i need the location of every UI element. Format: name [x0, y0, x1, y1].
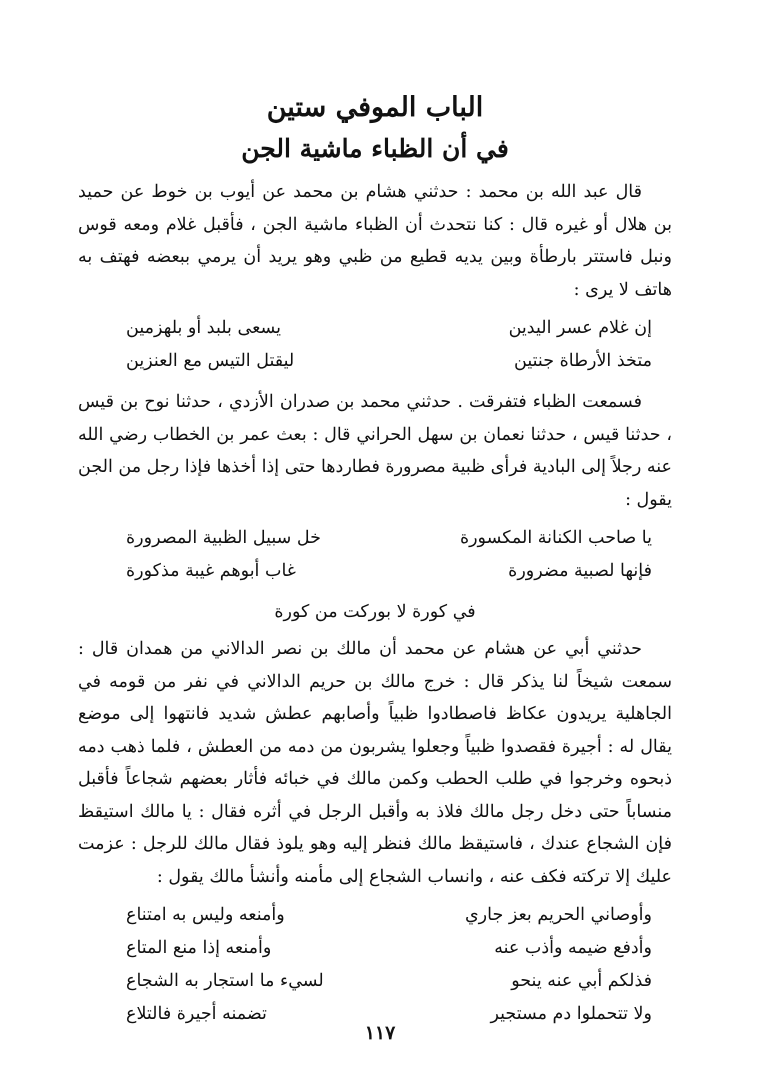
poem-1 — [78, 312, 672, 378]
hemistich-second: تضمنه أجيرة فالتلاع — [126, 1004, 267, 1024]
verse — [78, 345, 672, 378]
page-number: ١١٧ — [364, 1022, 396, 1044]
hemistich-first: فذلكم أبي عنه ينحو — [511, 971, 652, 991]
poem-2-final-line: في كورة لا بوركت من كورة — [274, 602, 476, 622]
chapter-subtitle: في أن الظباء ماشية الجن — [241, 134, 509, 163]
hemistich-second: يسعى بلبد أو بلهزمين — [126, 318, 282, 338]
hemistich-second: خل سبيل الظبية المصرورة — [126, 528, 321, 548]
verse — [78, 932, 672, 965]
hemistich-first: إن غلام عسر اليدين — [508, 318, 652, 338]
verse — [78, 312, 672, 345]
hemistich-second: لسيء ما استجار به الشجاع — [126, 971, 324, 991]
hemistich-first: فإنها لصبية مضرورة — [508, 561, 652, 581]
verse — [78, 522, 672, 555]
paragraph-2: فسمعت الظباء فتفرقت . حدثني محمد بن صدران الأزدي ، حدثنا نوح بن قيس ، حدثنا قيس ، حدثنا نعمان بن سهل الحراني قال : بعث عمر بن الخطاب رضي الله عنه رجلاً إلى البادية فرأى ظبية مصرورة فطاردها حتى إذا أخذها فإذا رجل من الجن يقول : — [78, 392, 672, 510]
poem-2 — [78, 522, 672, 588]
poem-3 — [78, 899, 672, 1031]
hemistich-first: متخذ الأرطاة جنتين — [514, 351, 652, 371]
paragraph-1: قال عبد الله بن محمد : حدثني هشام بن محمد عن أيوب بن خوط عن حميد بن هلال أو غيره قال : كنا نتحدث أن الظباء ماشية الجن ، فأقبل غلام ومعه قوس ونبل فاستتر بارطأة وبين يديه قطيع من ظبي وهو يريد أن يرمي ببعضه فهتف به هاتف لا يرى : — [78, 182, 672, 300]
hemistich-first: يا صاحب الكنانة المكسورة — [459, 528, 652, 548]
chapter-title: الباب الموفي ستين — [266, 92, 484, 123]
hemistich-second: وأمنعه إذا منع المتاع — [126, 938, 272, 958]
paragraph-3: حدثني أبي عن هشام عن محمد أن مالك بن نصر الدالاني من همدان قال : سمعت شيخاً لنا يذكر قال : خرج مالك بن حريم الدالاني في نفر من قومه في الجاهلية يريدون عكاظ فاصطادوا ظبياً وأصابهم عطش شديد فانتهوا إلى موضع يقال له : أجيرة فقصدوا ظبياً وجعلوا يشربون من دمه من العطش ، فلما ذهب دمه ذبحوه وخرجوا في طلب الحطب وكمن مالك في خبائه فأثار بعضهم شجاعاً فأقبل منساباً حتى دخل رجل مالك فلاذ به وأقبل الرجل في أثره فقال : يا مالك استيقظ فإن الشجاع عندك ، فاستيقظ مالك فنظر إليه وهو يلوذ فقال مالك للرجل : عزمت عليك إلا تركته فكف عنه ، وانساب الشجاع إلى مأمنه وأنشأ مالك يقول : — [78, 639, 672, 887]
hemistich-first: وأوصاني الحريم بعز جاري — [464, 905, 652, 925]
hemistich-second: ليقتل التيس مع العنزين — [126, 351, 295, 371]
hemistich-first: ولا تتحملوا دم مستجير — [490, 1004, 652, 1024]
verse — [78, 899, 672, 932]
hemistich-first: وأدفع ضيمه وأذب عنه — [494, 938, 652, 958]
verse — [78, 965, 672, 998]
hemistich-second: غاب أبوهم غيبة مذكورة — [126, 561, 296, 581]
verse — [78, 555, 672, 588]
hemistich-second: وأمنعه وليس به امتناع — [126, 905, 285, 925]
